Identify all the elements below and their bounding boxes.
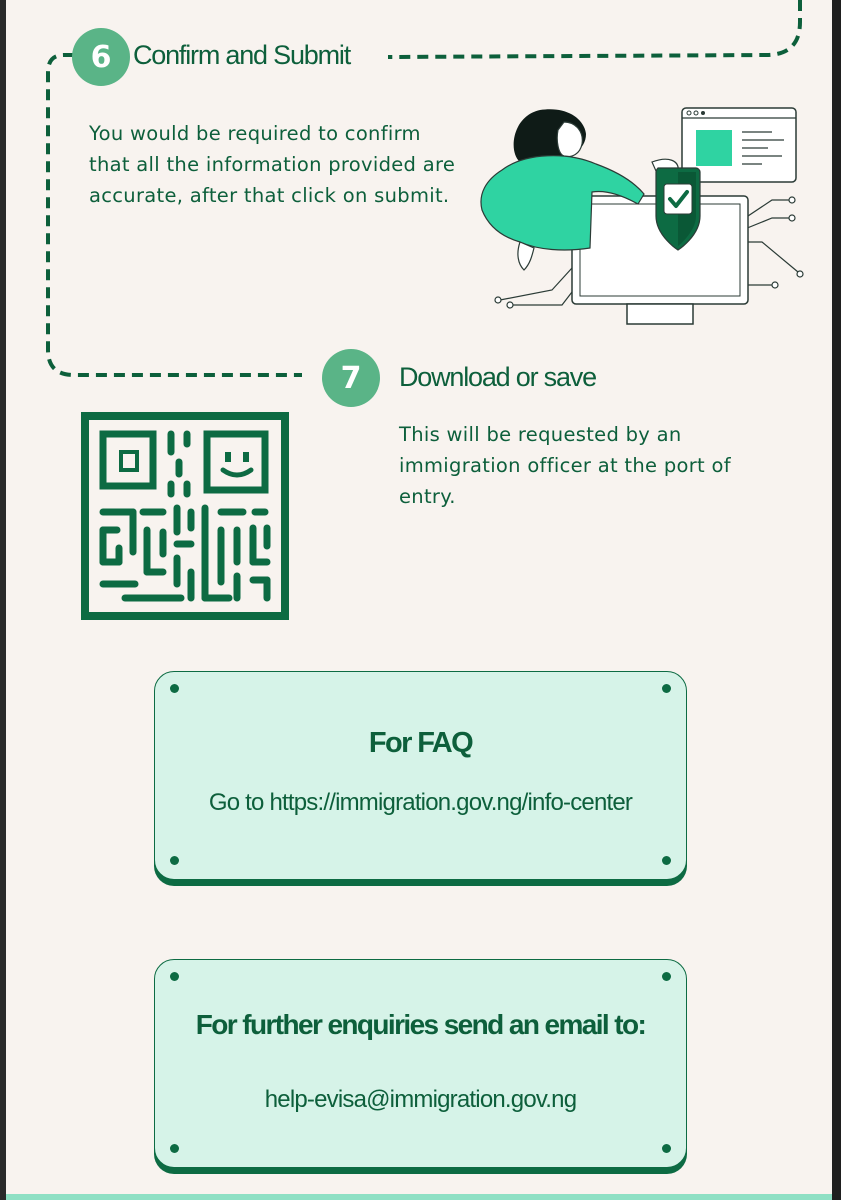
bottom-accent-strip: [6, 1194, 832, 1200]
card-corner-dot: [170, 684, 179, 693]
page-edge-shadow: [832, 0, 841, 1200]
enquiries-card: [154, 959, 687, 1168]
step-6-description: You would be required to confirm that all the information provided are accurate, after that click on submit.: [89, 122, 456, 207]
card-corner-dot: [662, 684, 671, 693]
faq-link-text[interactable]: Go to https://immigration.gov.ng/info-center: [208, 789, 633, 816]
step-6-number: 6: [90, 39, 112, 75]
enquiries-title: For further enquiries send an email to:: [195, 1009, 646, 1040]
step-6-number-badge: [72, 28, 130, 86]
step-6-title: Confirm and Submit: [133, 40, 350, 70]
card-corner-dot: [170, 972, 179, 981]
support-email[interactable]: help-evisa@immigration.gov.ng: [264, 1086, 577, 1113]
card-corner-dot: [662, 856, 671, 865]
card-corner-dot: [662, 972, 671, 981]
infographic-page: [6, 0, 832, 1200]
card-corner-dot: [170, 856, 179, 865]
step-7-number-badge: [322, 349, 380, 407]
security-shield-illustration: [472, 100, 812, 330]
faq-title: For FAQ: [368, 727, 473, 759]
step-7-description: This will be requested by an immigration officer at the port of entry.: [399, 423, 731, 508]
step-7-title: Download or save: [399, 362, 596, 392]
faq-card: [154, 671, 687, 880]
card-corner-dot: [170, 1144, 179, 1153]
qr-code-icon: [81, 412, 289, 620]
card-corner-dot: [662, 1144, 671, 1153]
step-7-number: 7: [340, 360, 362, 396]
